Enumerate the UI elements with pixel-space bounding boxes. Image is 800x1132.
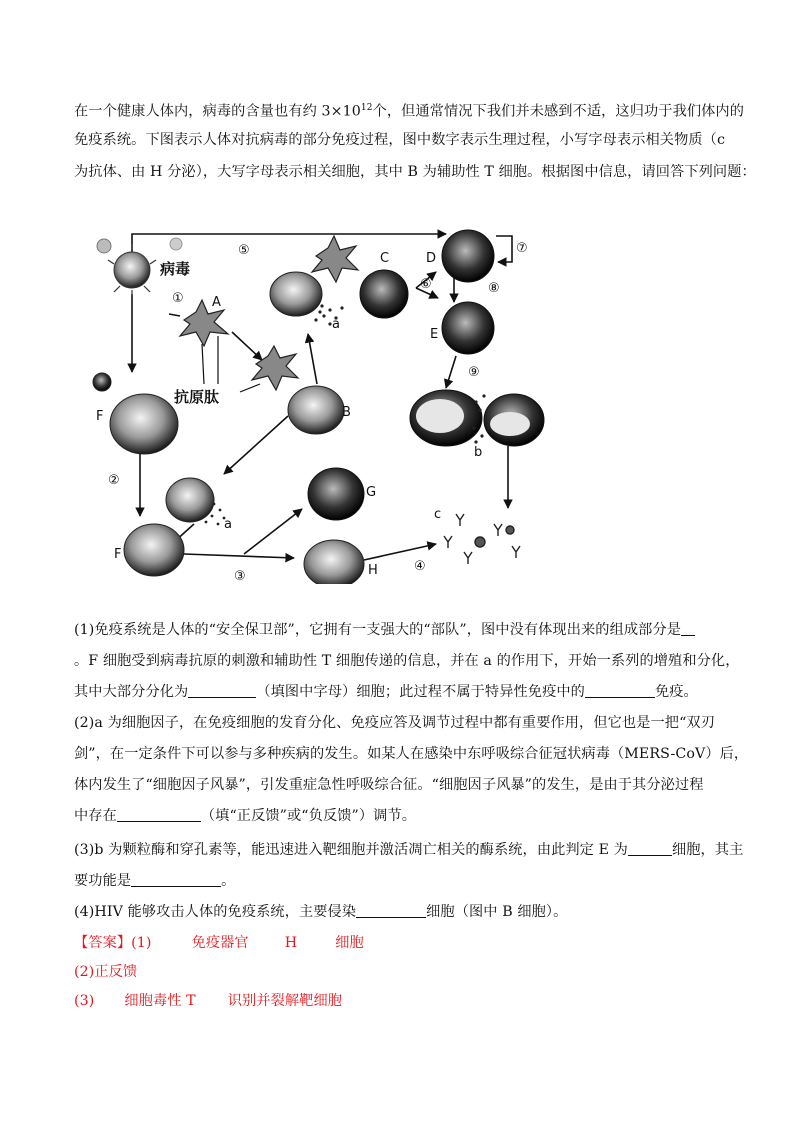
q4-line-1: (4)HIV 能够攻击人体的免疫系统，主要侵染 细胞（图中 B 细胞）。 [74,904,568,920]
label-b: B [342,405,351,420]
target-cells [410,390,544,446]
label-a2: a [224,517,232,532]
q1-line-2: 。F 细胞受到病毒抗原的刺激和辅助性 T 细胞传递的信息，并在 a 的作用下，开始一系列的增殖和分化， [74,653,740,669]
label-e: E [430,327,439,342]
label-virus: 病毒 [160,260,191,278]
q1-line-3: 其中大部分分化为 （填图中字母）细胞；此过程不属于特异性免疫中的 免疫。 [74,684,698,700]
q4-blank-1 [356,903,426,918]
label-c-small: c [434,507,442,522]
q1-blank-2 [188,683,256,698]
cell-b-helper-t [288,386,344,434]
q2-line-4: 中存在 （填“正反馈”或“负反馈”）调节。 [74,808,417,824]
label-f-top: F [96,409,104,424]
label-a1: a [332,317,340,332]
cell-left-of-c [270,272,322,316]
label-a: A [212,295,221,310]
answer-line-2: (2)正反馈 [74,964,138,980]
q3-blank-2 [131,872,221,887]
q2-line-3: 体内发生了“细胞因子风暴”，引发重症急性呼吸综合征。“细胞因子风暴”的发生，是由于其分泌过程 [74,777,704,793]
q3-blank-1 [628,841,672,856]
immune-process-figure [84,224,554,584]
intro-line-2: 免疫系统。下图表示人体对抗病毒的部分免疫过程，图中数字表示生理过程，小写字母表示相关物质（c [74,132,725,148]
q3-line-2: 要功能是 。 [74,873,236,889]
cell-f-bottom [124,524,184,576]
cell-d [442,230,494,282]
antigen-peptide-pointers [202,336,260,392]
intro-line-3: 为抗体、由 H 分泌），大写字母表示相关细胞，其中 B 为辅助性 T 细胞。根据图中信息，请回答下列问题： [74,164,756,180]
step-1: ① [172,291,184,306]
cell-c [360,270,408,318]
q1-blank-1 [681,621,695,636]
label-d: D [426,251,437,266]
cell-mid-a [166,478,214,522]
label-antigen-peptide: 抗原肽 [174,388,220,406]
q1-blank-3 [585,683,655,698]
q2-line-1: (2)a 为细胞因子，在免疫细胞的发育分化、免疫应答及调节过程中都有重要作用，但它也是一把“双刃 [74,715,715,731]
answer-line-1: 【答案】(1) 免疫器官 H 细胞 [74,935,364,951]
label-f-bottom: F [114,547,122,562]
cell-e [442,302,494,354]
step-3: ③ [234,569,246,584]
label-b-small: b [474,445,483,460]
step-7: ⑦ [516,241,528,256]
cell-f-top [110,394,178,454]
antibodies-c [444,514,520,564]
cell-a-dendritic [180,236,358,390]
q3-line-1: (3)b 为颗粒酶和穿孔素等，能迅速进入靶细胞并激活凋亡相关的酶系统，由此判定 E 为 细胞，其主 [74,842,744,858]
answer-line-3: (3) 细胞毒性 T 识别并裂解靶细胞 [74,993,343,1009]
q1-line-1: (1)免疫系统是人体的“安全保卫部”，它拥有一支强大的“部队”，图中没有体现出来的组成部分是 [74,620,695,640]
intro-line-1: 在一个健康人体内，病毒的含量也有约 $3\times 10^{12}$个，但通常情况下我们并未感到不适，这归功于我们体内的 [74,103,745,120]
q2-blank-1 [117,807,201,822]
label-h: H [368,563,378,578]
cell-g [308,468,364,520]
step-8: ⑧ [488,281,500,296]
step-4: ④ [414,559,426,574]
label-g: G [366,485,377,500]
step-9: ⑨ [468,365,480,380]
step-5: ⑤ [238,243,250,258]
q2-line-2: 剑”，在一定条件下可以参与多种疾病的发生。如某人在感染中东呼吸综合征冠状病毒（MERS-CoV）后， [74,746,749,762]
label-c: C [380,251,390,266]
step-2: ② [108,473,120,488]
step-6: ⑥ [420,277,432,292]
cell-h [304,540,364,584]
